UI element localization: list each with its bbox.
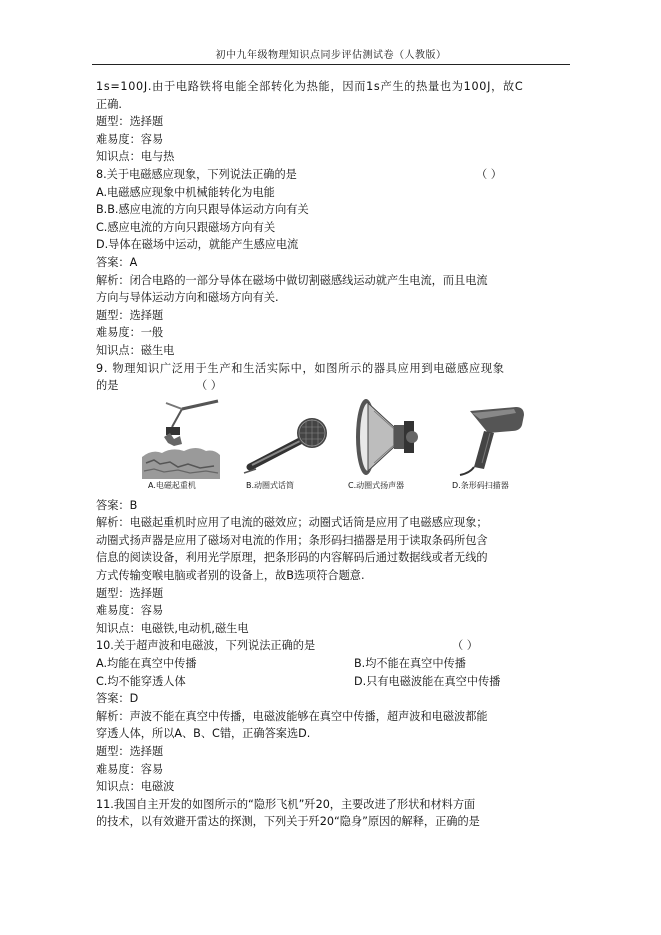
knowledge-point: 知识点：电与热 <box>96 150 175 164</box>
knowledge-point: 知识点：电磁铁,电动机,磁生电 <box>96 621 249 635</box>
speaker-figure <box>354 397 424 479</box>
text-line: 正确. <box>96 97 122 111</box>
text-line: 1s=100J.由于电路铁将电能全部转化为热能，因而1s产生的热量也为100J，故C <box>96 80 524 93</box>
answer: 答案：B <box>96 498 138 512</box>
question-type: 题型：选择题 <box>96 115 164 129</box>
question-type: 题型：选择题 <box>96 586 164 600</box>
option-b: B.均不能在真空中传播 <box>354 657 466 671</box>
explanation-line: 穿透人体，所以A、B、C错，正确答案选D. <box>96 727 311 741</box>
question-8-stem: 8.关于电磁感应现象，下列说法正确的是 <box>96 167 297 181</box>
explanation-line: 方向与导体运动方向和磁场方向有关. <box>96 291 279 305</box>
question-9-stem-cont <box>96 377 570 395</box>
answer: 答案：D <box>96 692 139 706</box>
question-10 <box>96 637 570 655</box>
option-a: A.电磁感应现象中机械能转化为电能 <box>96 185 275 199</box>
question-11-stem-cont: 的技术，以有效避开雷达的探测，下列关于歼20“隐身”原因的解释，正确的是 <box>96 815 480 829</box>
microphone-figure <box>242 397 332 479</box>
question-type: 题型：选择题 <box>96 308 164 322</box>
explanation-line: 解析：闭合电路的一部分导体在磁场中做切割磁感线运动就产生电流，而且电流 <box>96 273 488 287</box>
page-header: 初中九年级物理知识点同步评估测试卷（人教版） <box>92 46 570 65</box>
difficulty: 难易度：容易 <box>96 604 164 618</box>
crane-figure <box>142 397 222 479</box>
knowledge-point: 知识点：磁生电 <box>96 343 175 357</box>
explanation-line: 方式传输变喉电脑或者别的设备上，故B选项符合题意. <box>96 569 365 583</box>
question-9-stem: 9. 物理知识广泛用于生产和生活实际中，如图所示的器具应用到电磁感应现象 <box>96 361 505 375</box>
explanation-line: 信息的阅读设备，利用光学原理，把条形码的内容解码后通过数据线或者无线的 <box>96 551 488 565</box>
options-row <box>96 673 570 691</box>
figure-caption-c: C.动圈式扬声器 <box>348 480 405 490</box>
answer-parentheses: （ ） <box>452 639 478 653</box>
answer-parentheses: （ ） <box>476 167 502 181</box>
explanation-line: 解析：声波不能在真空中传播，电磁波能够在真空中传播，超声波和电磁波都能 <box>96 709 488 723</box>
question-10-stem: 10.关于超声波和电磁波，下列说法正确的是 <box>96 639 316 653</box>
options-row <box>96 655 570 673</box>
difficulty: 难易度：一般 <box>96 326 164 340</box>
question-type: 题型：选择题 <box>96 745 164 758</box>
question-8 <box>96 166 570 184</box>
answer-parentheses: （ ） <box>196 379 222 393</box>
figure-caption-b: B.动圈式话筒 <box>246 480 295 490</box>
option-c: C.均不能穿透人体 <box>96 674 186 688</box>
explanation-line: 解析：电磁起重机时应用了电流的磁效应；动圈式话筒是应用了电磁感应现象； <box>96 516 488 530</box>
knowledge-point: 知识点：电磁波 <box>96 780 175 794</box>
option-b: B.B.感应电流的方向只跟导体运动方向有关 <box>96 203 309 217</box>
question-9-text: 的是 <box>96 379 119 393</box>
explanation-line: 动圈式扬声器是应用了磁场对电流的作用；条形码扫描器是用于读取条码所包含 <box>96 533 488 547</box>
figure-caption-d: D.条形码扫描器 <box>452 480 509 490</box>
figure-caption-a: A.电磁起重机 <box>148 480 196 490</box>
answer: 答案：A <box>96 255 138 269</box>
figure-row <box>96 397 570 497</box>
document-body <box>96 78 570 831</box>
difficulty: 难易度：容易 <box>96 132 164 146</box>
barcode-scanner-figure <box>450 397 530 479</box>
question-11-stem: 11.我国自主开发的如图所示的“隐形飞机”歼20，主要改进了形状和材料方面 <box>96 797 476 811</box>
option-d: D.导体在磁场中运动，就能产生感应电流 <box>96 238 299 252</box>
option-c: C.感应电流的方向只跟磁场方向有关 <box>96 220 276 234</box>
option-a: A.均能在真空中传播 <box>96 657 197 671</box>
option-d: D.只有电磁波能在真空中传播 <box>354 674 501 688</box>
difficulty: 难易度：容易 <box>96 762 164 776</box>
